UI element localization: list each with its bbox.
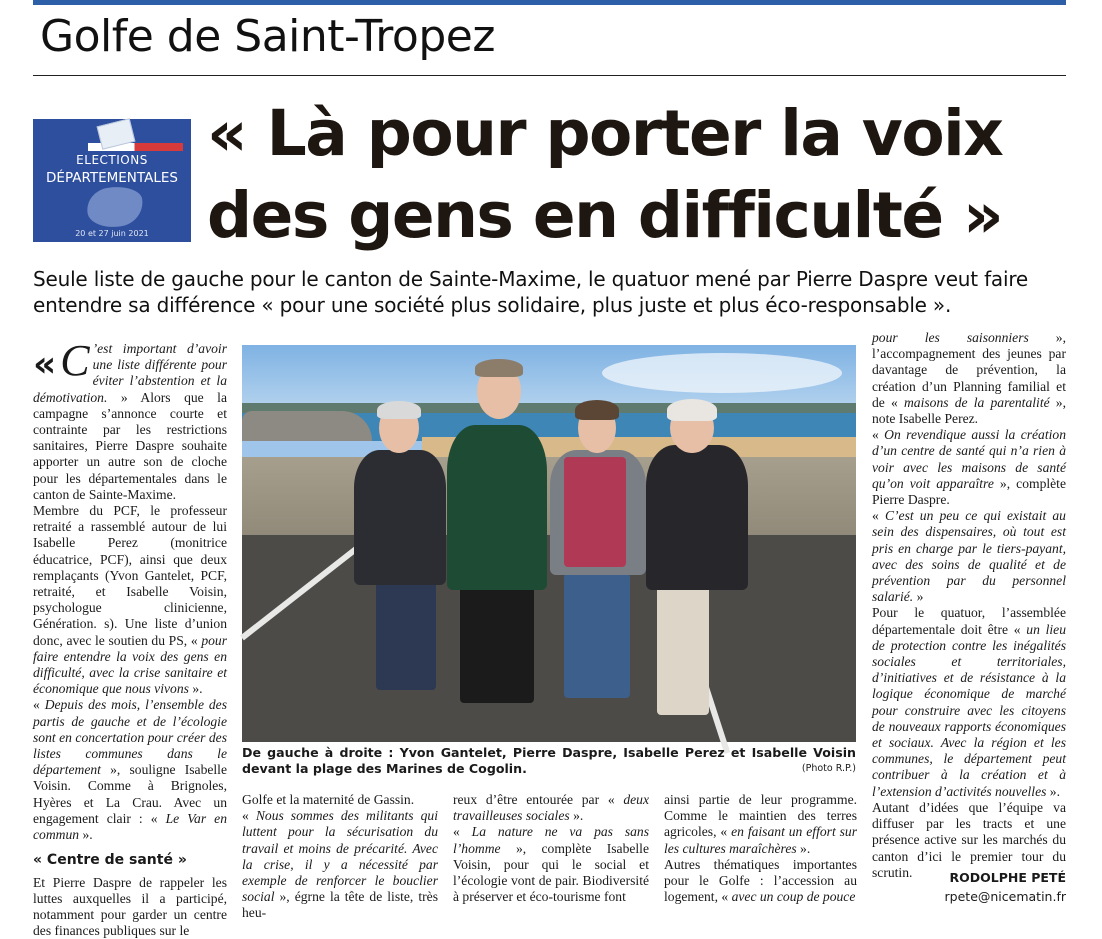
body-text: ». bbox=[79, 827, 93, 842]
article-column-3 bbox=[453, 792, 649, 905]
header-rule bbox=[33, 75, 1066, 76]
paragraph bbox=[872, 330, 1066, 427]
body-text: ». bbox=[1046, 784, 1060, 799]
body-text: », l’accompagnement des jeunes par davantage de prévention, la création d’un Planning familial et de « bbox=[872, 330, 1066, 410]
body-text: », égrne la tête de liste, très heu- bbox=[242, 889, 438, 920]
paragraph bbox=[664, 792, 857, 857]
body-text: « bbox=[33, 697, 45, 712]
drop-cap: C bbox=[60, 341, 89, 381]
quote-text: Nous sommes des militants qui luttent pour la sécurisation du travail et moins de précarité. Avec la crise, il y a nécessité par exemple de renforcer le bouclier social bbox=[242, 808, 438, 904]
person-2 bbox=[447, 425, 547, 590]
quote-text: pour faire entendre la voix des gens en difficulté, avec la crise sanitaire et économique que nous vivons bbox=[33, 633, 227, 697]
body-text: reux d’être entourée par « bbox=[453, 792, 623, 807]
paragraph bbox=[872, 427, 1066, 508]
article-column-1 bbox=[33, 341, 227, 939]
paragraph: Autant d’idées que l’équipe va diffuser par les tracts et une présence active sur les marchés du canton d’ici le premier tour du scrutin. bbox=[872, 800, 1066, 881]
body-text: », complète Isabelle Voisin, pour qui le social et l’écologie vont de pair. Biodiversité à préserver et éco-tourisme font bbox=[453, 841, 649, 905]
quote-text: maisons de la parentalité bbox=[904, 395, 1050, 410]
photo-credit: (Photo R.P.) bbox=[780, 763, 856, 774]
paragraph: Golfe et la maternité de Gassin. bbox=[242, 792, 438, 808]
paragraph bbox=[453, 824, 649, 905]
paragraph bbox=[872, 508, 1066, 605]
quote-text: deux travailleuses sociales bbox=[453, 792, 649, 823]
person-4-legs bbox=[657, 585, 709, 715]
quote-text: Depuis des mois, l’ensemble des partis de gauche et de l’écologie sont en concertation pour créer des listes communes dans le département bbox=[33, 697, 227, 777]
top-color-bar bbox=[33, 0, 1066, 5]
person-1 bbox=[354, 450, 446, 585]
paragraph bbox=[242, 808, 438, 921]
body-text: », note Isabelle Perez. bbox=[872, 395, 1066, 426]
var-map-icon bbox=[84, 183, 145, 230]
elections-badge bbox=[33, 119, 191, 242]
body-text: « bbox=[872, 427, 884, 442]
quote-text: en faisant un effort sur les cultures maraîchères bbox=[664, 824, 857, 855]
person-2-legs bbox=[460, 585, 534, 703]
paragraph bbox=[664, 857, 857, 906]
paragraph bbox=[453, 792, 649, 824]
quote-text: un lieu de protection contre les inégalités sociales et territoriales, d’initiatives et de résistance à la logique économique de marché pour construire avec les citoyens de nouveaux rapports économiques et sociaux. Avec la région et les communes, le département peut contribuer à la création et à l’extension d’activités nouvelles bbox=[872, 622, 1066, 799]
subheading: « Centre de santé » bbox=[33, 852, 227, 868]
badge-line2: DÉPARTEMENTALES bbox=[33, 170, 191, 186]
quote-text: On revendique aussi la création d’un centre de santé qui n’a rien à voir avec les maisons de santé qu’on voit apparaître bbox=[872, 427, 1066, 491]
author-email[interactable]: rpete@nicematin.fr bbox=[880, 887, 1066, 906]
person-3-top bbox=[564, 457, 626, 567]
group-photo bbox=[242, 345, 856, 742]
body-text: Autres thématiques importantes pour le Golfe : l’accession au logement, « bbox=[664, 857, 857, 904]
quote-text: Le Var en commun bbox=[33, 811, 227, 842]
drop-quote-mark: « bbox=[33, 347, 56, 383]
body-text: », souligne Isabelle Voisin. Comme à Brignoles, Hyères et La Crau. Avec un engagement clair : « bbox=[33, 762, 227, 826]
headline: « Là pour porter la voix des gens en difficulté » bbox=[207, 93, 1077, 257]
quote-text: pour les saisonniers bbox=[872, 330, 1029, 345]
quote-text: ’est important d’avoir une liste différente pour éviter l’abstention et la démotivation. bbox=[33, 341, 227, 405]
article-column-4 bbox=[664, 792, 857, 905]
person-1-legs bbox=[376, 580, 436, 690]
paragraph: Et Pierre Daspre de rappeler les luttes auxquelles il a participé, notamment pour garder un centre des finances publiques sur le bbox=[33, 875, 227, 939]
person-3-legs bbox=[564, 573, 630, 698]
body-text: », complète Pierre Daspre. bbox=[872, 476, 1066, 507]
body-text: « bbox=[872, 508, 885, 523]
paragraph bbox=[33, 697, 227, 843]
body-text: ». bbox=[189, 681, 203, 696]
badge-line1: ELECTIONS bbox=[33, 153, 191, 167]
person-1-hair bbox=[377, 401, 421, 419]
photo-rocks bbox=[242, 411, 372, 441]
photo-caption: De gauche à droite : Yvon Gantelet, Pierre Daspre, Isabelle Perez et Isabelle Voisin devant la plage des Marines de Cogolin. bbox=[242, 745, 856, 777]
badge-dates: 20 et 27 juin 2021 bbox=[33, 229, 191, 238]
section-title: Golfe de Saint-Tropez bbox=[40, 6, 495, 68]
person-4-hair bbox=[667, 399, 717, 421]
body-text: » bbox=[913, 589, 923, 604]
person-2-hair bbox=[475, 359, 523, 377]
person-3-hair bbox=[575, 400, 619, 420]
person-4 bbox=[646, 445, 748, 590]
paragraph bbox=[872, 605, 1066, 799]
body-text: Membre du PCF, le professeur retraité a rassemblé autour de lui Isabelle Perez (monitrice éducatrice, PCF), ainsi que deux remplaçants (Yvon Gantelet, PCF, retraité, et Isabelle Voisin, psychologue clinicienne, Génération. s). Une liste d’union donc, avec le soutien du PS, « bbox=[33, 503, 227, 648]
body-text: ». bbox=[797, 841, 811, 856]
body-text: « bbox=[242, 808, 256, 823]
body-text: ». bbox=[570, 808, 584, 823]
quote-text: La nature ne va pas sans l’homme bbox=[453, 824, 649, 855]
byline bbox=[880, 868, 1066, 906]
body-text: Pour le quatuor, l’assemblée départementale doit être « bbox=[872, 605, 1066, 636]
paragraph bbox=[33, 503, 227, 697]
quote-text: avec un coup de pouce bbox=[732, 889, 856, 904]
lede: Seule liste de gauche pour le canton de Sainte-Maxime, le quatuor mené par Pierre Daspre veut faire entendre sa différence « pour une société plus solidaire, plus juste et plus éco-responsable ». bbox=[33, 266, 1073, 318]
body-text: ainsi partie de leur programme. Comme le maintien des terres agricoles, « bbox=[664, 792, 857, 839]
body-text: » Alors que la campagne s’annonce courte et contrainte par les restrictions sanitaires, Pierre Daspre souhaite apporter un autre son de cloche pour les départementales dans le canton de Sainte-Maxime. bbox=[33, 390, 227, 502]
paragraph bbox=[33, 341, 227, 503]
photo-cloud bbox=[602, 353, 842, 393]
quote-text: C’est un peu ce qui existait au sein des dispensaires, où tout est pris en charge par le tiers-payant, avec des soins de qualité et de prévention par du personnel salarié. bbox=[872, 508, 1066, 604]
article-column-5 bbox=[872, 330, 1066, 881]
article-column-2 bbox=[242, 792, 438, 922]
author-name: RODOLPHE PETÉ bbox=[880, 868, 1066, 887]
body-text: « bbox=[453, 824, 472, 839]
